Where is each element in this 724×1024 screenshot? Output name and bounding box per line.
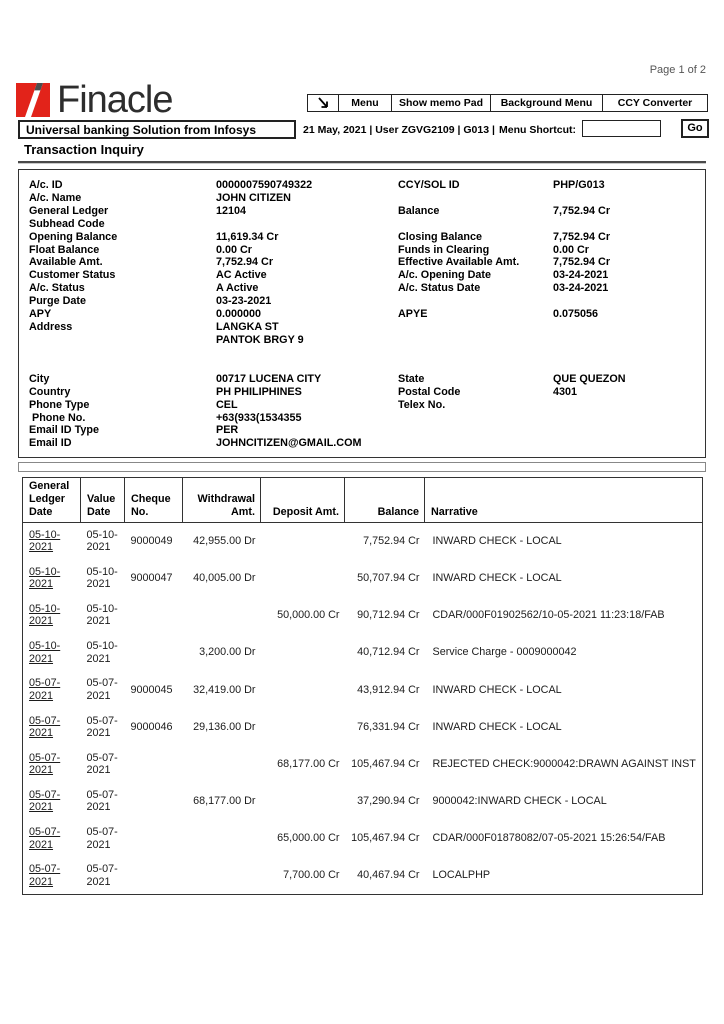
- gl-date-link[interactable]: 05-10-2021: [29, 565, 61, 591]
- gl-date-link[interactable]: 05-10-2021: [29, 528, 61, 554]
- field-label-left: Country: [29, 385, 71, 398]
- table-header-row: [23, 478, 703, 523]
- narrative-cell: CDAR/000F01902562/10-05-2021 11:23:18/FAB: [432, 609, 665, 622]
- field-label-left: Float Balance: [29, 243, 100, 256]
- logo-wordmark: Finacle: [57, 79, 173, 121]
- account-detail-row: [29, 308, 701, 321]
- balance-cell: 7,752.94 Cr: [363, 535, 420, 548]
- gl-date-cell: [23, 820, 81, 857]
- field-value-left: 00717 LUCENA CITY: [216, 372, 322, 385]
- field-label-left: Phone No.: [29, 411, 86, 424]
- field-label-left: Available Amt.: [29, 256, 103, 269]
- field-value-left: 0.00 Cr: [216, 243, 253, 256]
- value-date-cell: 05-07-2021: [86, 788, 118, 814]
- gl-date-link[interactable]: 05-07-2021: [29, 826, 61, 851]
- gl-date-cell: [23, 783, 81, 820]
- gl-date-link[interactable]: 05-10-2021: [29, 640, 61, 665]
- gl-date-cell: [23, 597, 81, 634]
- field-label-left: APY: [29, 308, 52, 321]
- title-divider: [18, 161, 706, 164]
- col-header-balance: Balance: [345, 478, 425, 523]
- balance-cell: 50,707.94 Cr: [357, 572, 420, 585]
- field-label-right: [398, 295, 553, 308]
- gl-date-cell: [23, 857, 81, 894]
- narrative-cell: INWARD CHECK - LOCAL: [432, 535, 562, 548]
- balance-cell: 40,467.94 Cr: [357, 869, 420, 882]
- field-label-right: State: [398, 372, 425, 385]
- narrative-cell: LOCALPHP: [432, 869, 491, 882]
- field-value-left: PANTOK BRGY 9: [216, 333, 304, 346]
- field-value-right: PHP/G013: [553, 179, 605, 191]
- withdrawal-amt-cell: [183, 597, 261, 634]
- field-label-right: APYE: [398, 308, 428, 321]
- deposit-amt-cell: [261, 523, 345, 560]
- account-detail-row: [29, 205, 701, 218]
- account-detail-row: [29, 179, 701, 192]
- field-value-right: 03-24-2021: [553, 282, 609, 295]
- gl-date-link[interactable]: 05-07-2021: [29, 751, 61, 777]
- background-menu-button[interactable]: Background Menu: [490, 95, 602, 111]
- menu-shortcut-label: Menu Shortcut:: [499, 124, 576, 136]
- account-detail-row: [29, 256, 701, 269]
- field-value-right: [553, 295, 701, 308]
- field-value-right: [553, 218, 701, 231]
- field-label-right: Funds in Clearing: [398, 243, 490, 256]
- cheque-no-cell: 9000049: [130, 535, 173, 548]
- gl-date-link[interactable]: 05-07-2021: [29, 714, 61, 740]
- field-value-left: 12104: [216, 204, 247, 217]
- field-label-right: [398, 334, 553, 347]
- field-label-left: Purge Date: [29, 295, 86, 308]
- field-value-left: JOHNCITIZEN@GMAIL.COM: [216, 437, 362, 450]
- account-detail-row: [29, 244, 701, 257]
- narrative-cell: INWARD CHECK - LOCAL: [432, 720, 562, 733]
- field-value-left: 11,619.34 Cr: [216, 230, 279, 243]
- deposit-amt-cell: 50,000.00 Cr: [277, 609, 340, 622]
- field-value-left: [216, 218, 398, 231]
- account-detail-row: [29, 282, 701, 295]
- gl-date-cell: [23, 560, 81, 597]
- field-label-right: [398, 192, 553, 205]
- account-detail-row: [29, 373, 701, 386]
- field-value-left: 03-23-2021: [216, 295, 272, 308]
- transaction-row: [23, 857, 703, 894]
- withdrawal-amt-cell: [183, 746, 261, 783]
- field-label-left: A/c. ID: [29, 179, 63, 191]
- deposit-amt-cell: 7,700.00 Cr: [283, 869, 340, 882]
- field-value-right: 7,752.94 Cr: [553, 204, 611, 217]
- narrative-cell: REJECTED CHECK:9000042:DRAWN AGAINST INST: [432, 757, 696, 770]
- field-label-left: A/c. Name: [29, 191, 82, 204]
- field-value-right: [553, 424, 701, 437]
- account-detail-row: [29, 334, 701, 347]
- value-date-cell: 05-07-2021: [86, 714, 118, 740]
- narrative-cell: INWARD CHECK - LOCAL: [432, 572, 562, 585]
- field-value-right: 4301: [553, 385, 578, 398]
- finacle-logo: [16, 79, 173, 121]
- page-title: Transaction Inquiry: [24, 142, 144, 157]
- field-label-left: Customer Status: [29, 269, 116, 282]
- separator-strip: [18, 462, 706, 472]
- deposit-amt-cell: [261, 783, 345, 820]
- field-label-left: [29, 334, 216, 347]
- top-menu-bar: [307, 94, 708, 112]
- field-value-right: 7,752.94 Cr: [553, 230, 611, 243]
- account-detail-row: [29, 412, 701, 425]
- field-label-left: Address: [29, 320, 73, 333]
- col-header-general-ledger-date: General Ledger Date: [23, 478, 81, 523]
- balance-cell: 105,467.94 Cr: [351, 832, 420, 845]
- field-label-left: City: [29, 372, 50, 385]
- field-label-right: Closing Balance: [398, 230, 482, 243]
- cheque-no-cell: 9000047: [130, 572, 173, 585]
- cheque-no-cell: [125, 857, 183, 894]
- deposit-amt-cell: [261, 671, 345, 708]
- menu-shortcut-input[interactable]: [582, 120, 661, 137]
- transactions-table: [22, 477, 703, 895]
- col-header-cheque-no: Cheque No.: [125, 478, 183, 523]
- withdrawal-amt-cell: 32,419.00 Dr: [193, 683, 256, 696]
- field-label-left: Opening Balance: [29, 230, 118, 243]
- balance-cell: 90,712.94 Cr: [357, 609, 420, 622]
- cheque-no-cell: [125, 820, 183, 857]
- deposit-amt-cell: [261, 560, 345, 597]
- field-value-right: [553, 321, 701, 334]
- account-details-panel: [18, 169, 706, 458]
- field-label-left: Email ID Type: [29, 424, 100, 437]
- field-value-left: 7,752.94 Cr: [216, 256, 274, 269]
- field-value-left: 0000007590749322: [216, 179, 313, 191]
- deposit-amt-cell: 68,177.00 Cr: [277, 757, 340, 770]
- field-value-right: QUE QUEZON: [553, 372, 626, 385]
- narrative-cell: CDAR/000F01878082/07-05-2021 15:26:54/FAB: [432, 832, 666, 845]
- withdrawal-amt-cell: 40,005.00 Dr: [193, 572, 256, 585]
- withdrawal-amt-cell: [183, 857, 261, 894]
- finacle-logo-icon: [16, 83, 50, 117]
- field-value-left: CEL: [216, 398, 238, 411]
- account-detail-row: [29, 218, 701, 231]
- transaction-row: [23, 708, 703, 745]
- field-value-right: 03-24-2021: [553, 269, 609, 282]
- balance-cell: 43,912.94 Cr: [357, 683, 420, 696]
- field-value-left: PH PHILIPHINES: [216, 385, 302, 398]
- value-date-cell: 05-10-2021: [86, 602, 118, 628]
- account-detail-row: [29, 295, 701, 308]
- field-value-right: [553, 192, 701, 205]
- go-button[interactable]: Go: [681, 119, 709, 138]
- withdrawal-amt-cell: 68,177.00 Dr: [193, 795, 256, 808]
- field-value-left: LANGKA ST: [216, 320, 279, 333]
- withdrawal-amt-cell: 42,955.00 Dr: [193, 535, 256, 548]
- field-value-left: AC Active: [216, 269, 267, 282]
- field-value-left: 0.000000: [216, 308, 262, 321]
- col-header-withdrawal-amt: Withdrawal Amt.: [183, 478, 261, 523]
- gl-date-cell: [23, 671, 81, 708]
- field-value-left: PER: [216, 424, 239, 437]
- transaction-row: [23, 820, 703, 857]
- field-label-right: [398, 424, 553, 437]
- field-label-right: Postal Code: [398, 385, 461, 398]
- field-value-right: 0.00 Cr: [553, 243, 590, 256]
- gl-date-cell: [23, 708, 81, 745]
- field-label-left: A/c. Status: [29, 282, 85, 295]
- gl-date-cell: [23, 634, 81, 671]
- field-value-left: A Active: [216, 282, 259, 295]
- field-label-right: [398, 321, 553, 334]
- menu-button[interactable]: Menu: [338, 95, 391, 111]
- field-label-right: Effective Available Amt.: [398, 256, 520, 269]
- transaction-row: [23, 523, 703, 560]
- gl-date-link[interactable]: 05-07-2021: [29, 788, 61, 814]
- show-memo-pad-button[interactable]: Show memo Pad: [391, 95, 490, 111]
- gl-date-link[interactable]: 05-10-2021: [29, 602, 61, 628]
- jump-arrow-icon: [317, 97, 329, 109]
- field-value-right: 0.075056: [553, 308, 599, 321]
- field-value-right: [553, 412, 701, 425]
- cheque-no-cell: 9000045: [130, 683, 173, 696]
- value-date-cell: 05-10-2021: [86, 565, 118, 591]
- withdrawal-amt-cell: [183, 820, 261, 857]
- account-detail-row: [29, 269, 701, 282]
- field-label-right: A/c. Opening Date: [398, 269, 491, 282]
- field-label-left: Subhead Code: [29, 217, 105, 230]
- account-detail-row: [29, 192, 701, 205]
- gl-date-link[interactable]: 05-07-2021: [29, 863, 61, 888]
- cheque-no-cell: [125, 634, 183, 671]
- transaction-row: [23, 597, 703, 634]
- value-date-cell: 05-07-2021: [86, 863, 118, 888]
- balance-cell: 105,467.94 Cr: [351, 757, 420, 770]
- transaction-row: [23, 634, 703, 671]
- field-label-right: CCY/SOL ID: [398, 179, 460, 191]
- field-label-right: [398, 412, 553, 425]
- withdrawal-amt-cell: 29,136.00 Dr: [193, 720, 256, 733]
- tagline-box: Universal banking Solution from Infosys: [18, 120, 296, 139]
- col-header-narrative: Narrative: [425, 478, 703, 523]
- gl-date-cell: [23, 523, 81, 560]
- field-label-left: Email ID: [29, 437, 72, 450]
- narrative-cell: 9000042:INWARD CHECK - LOCAL: [432, 795, 607, 808]
- field-label-right: Telex No.: [398, 398, 446, 411]
- cheque-no-cell: [125, 783, 183, 820]
- field-value-left: +63(933(1534355: [216, 411, 302, 424]
- field-label-right: [398, 218, 553, 231]
- field-label-right: A/c. Status Date: [398, 282, 481, 295]
- transaction-row: [23, 783, 703, 820]
- field-value-left: JOHN CITIZEN: [216, 191, 291, 204]
- account-contact-rows: [29, 373, 701, 450]
- account-summary-rows: [29, 179, 701, 347]
- value-date-cell: 05-07-2021: [86, 677, 118, 702]
- account-detail-row: [29, 399, 701, 412]
- col-header-value-date: Value Date: [81, 478, 125, 523]
- balance-cell: 40,712.94 Cr: [357, 646, 420, 659]
- transaction-row: [23, 746, 703, 783]
- field-label-left: General Ledger: [29, 204, 109, 217]
- jump-arrow-button[interactable]: [308, 95, 338, 111]
- narrative-cell: Service Charge - 0009000042: [432, 646, 577, 659]
- account-detail-row: [29, 231, 701, 244]
- transaction-row: [23, 671, 703, 708]
- ccy-converter-button[interactable]: CCY Converter: [602, 95, 707, 111]
- value-date-cell: 05-10-2021: [86, 640, 118, 665]
- balance-cell: 76,331.94 Cr: [357, 720, 420, 733]
- deposit-amt-cell: [261, 708, 345, 745]
- field-label-right: Balance: [398, 204, 440, 217]
- transactions-table-body: [23, 523, 703, 895]
- transaction-row: [23, 560, 703, 597]
- field-value-right: [553, 334, 701, 347]
- session-info: 21 May, 2021 | User ZGVG2109 | G013 |: [303, 124, 495, 136]
- withdrawal-amt-cell: 3,200.00 Dr: [199, 646, 256, 659]
- field-value-right: [553, 399, 701, 412]
- field-label-right: [398, 437, 553, 450]
- value-date-cell: 05-07-2021: [86, 826, 118, 851]
- cheque-no-cell: [125, 746, 183, 783]
- gl-date-link[interactable]: 05-07-2021: [29, 677, 61, 702]
- balance-cell: 37,290.94 Cr: [357, 795, 420, 808]
- gl-date-cell: [23, 746, 81, 783]
- cheque-no-cell: 9000046: [130, 720, 173, 733]
- deposit-amt-cell: [261, 634, 345, 671]
- field-value-right: 7,752.94 Cr: [553, 256, 611, 269]
- account-detail-row: [29, 424, 701, 437]
- narrative-cell: INWARD CHECK - LOCAL: [432, 683, 562, 696]
- field-value-right: [553, 437, 701, 450]
- cheque-no-cell: [125, 597, 183, 634]
- account-detail-row: [29, 386, 701, 399]
- deposit-amt-cell: 65,000.00 Cr: [277, 832, 340, 845]
- value-date-cell: 05-10-2021: [86, 528, 118, 554]
- account-detail-row: [29, 321, 701, 334]
- page-indicator: Page 1 of 2: [649, 64, 706, 76]
- col-header-deposit-amt: Deposit Amt.: [261, 478, 345, 523]
- account-detail-row: [29, 437, 701, 450]
- field-label-left: Phone Type: [29, 398, 90, 411]
- value-date-cell: 05-07-2021: [86, 751, 118, 777]
